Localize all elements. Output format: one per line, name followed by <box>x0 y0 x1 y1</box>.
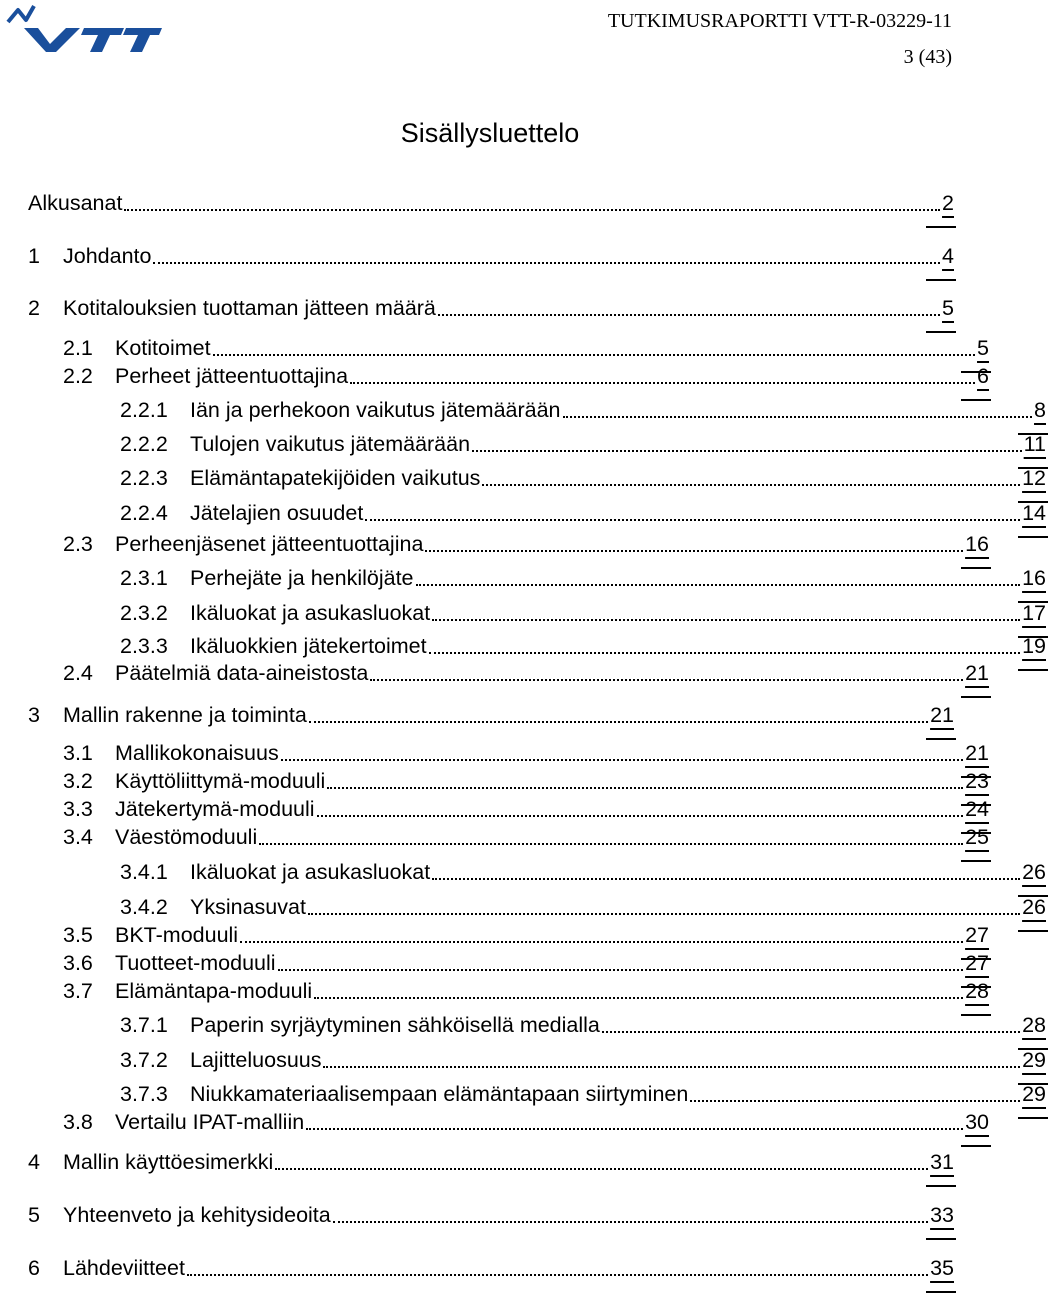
toc-entry-label: Mallikokonaisuus <box>115 741 279 765</box>
toc-entry-number: 5 <box>28 1203 40 1227</box>
toc-entry-number: 2.3.2 <box>120 601 168 625</box>
dot-leader <box>314 996 963 999</box>
toc-entry-label: Päätelmiä data-aineistosta <box>115 661 369 685</box>
toc-entry-number: 2 <box>28 296 40 320</box>
toc-entry-number: 3.6 <box>63 951 93 975</box>
toc-entry-label: Käyttöliittymä-moduuli <box>115 769 326 793</box>
dot-leader <box>365 518 1020 521</box>
toc-entry[interactable] <box>28 496 1046 526</box>
dot-leader <box>425 549 963 552</box>
toc-entry-label: Mallin käyttöesimerkki <box>63 1150 274 1174</box>
dot-leader <box>690 1099 1020 1102</box>
toc-entry-number: 3.8 <box>63 1110 93 1134</box>
toc-entry-page[interactable]: 5 <box>977 336 989 360</box>
toc-entry-page[interactable]: 14 <box>1022 501 1046 525</box>
toc-entry[interactable] <box>28 656 989 686</box>
toc-entry-page[interactable]: 4 <box>942 244 954 268</box>
toc-entry-page[interactable]: 27 <box>965 951 989 975</box>
toc-entry-page[interactable]: 35 <box>930 1256 954 1280</box>
toc-entry-label: Niukkamateriaalisempaan elämäntapaan siirtyminen <box>190 1082 689 1106</box>
toc-entry-page[interactable]: 29 <box>1022 1082 1046 1106</box>
toc-entry-number: 2.2.4 <box>120 501 168 525</box>
toc-entry[interactable] <box>28 764 989 794</box>
toc-entry-page[interactable]: 28 <box>1022 1013 1046 1037</box>
toc-entry-number: 2.3.3 <box>120 634 168 658</box>
toc-entry[interactable] <box>28 1251 954 1281</box>
toc-entry-number: 3.2 <box>63 769 93 793</box>
toc-entry-number: 3.7.2 <box>120 1048 168 1072</box>
toc-entry-page[interactable]: 11 <box>1023 432 1046 456</box>
toc-entry[interactable] <box>28 239 954 269</box>
toc-entry-page[interactable]: 23 <box>965 769 989 793</box>
toc-entry-page[interactable]: 5 <box>942 296 954 320</box>
dot-leader <box>472 449 1022 452</box>
dot-leader <box>563 415 1033 418</box>
toc-entry[interactable] <box>28 427 1046 457</box>
toc-entry-page[interactable]: 16 <box>965 532 989 556</box>
toc-entry-number: 2.3 <box>63 532 93 556</box>
toc-entry[interactable] <box>28 1008 1046 1038</box>
page-number: 3 (43) <box>903 46 952 68</box>
toc-entry[interactable] <box>28 820 989 850</box>
toc-entry-number: 2.2.3 <box>120 466 168 490</box>
toc-entry-label: Paperin syrjäytyminen sähköisellä medialla <box>190 1013 600 1037</box>
toc-entry[interactable] <box>28 855 1046 885</box>
toc-entry[interactable] <box>28 596 1046 626</box>
toc-entry-label: Kotitalouksien tuottaman jätteen määrä <box>63 296 436 320</box>
toc-entry-number: 2.2.2 <box>120 432 168 456</box>
toc-entry[interactable] <box>28 629 1046 659</box>
toc-entry[interactable] <box>28 561 1046 591</box>
toc-entry-number: 2.2.1 <box>120 398 168 422</box>
toc-entry-number: 3.7 <box>63 979 93 1003</box>
toc-entry-page[interactable]: 8 <box>1034 398 1046 422</box>
toc-entry-number: 1 <box>28 244 40 268</box>
toc-entry-label: Mallin rakenne ja toiminta <box>63 703 307 727</box>
toc-entry-number: 3.4.2 <box>120 895 168 919</box>
toc-entry-number: 2.4 <box>63 661 93 685</box>
vtt-logo <box>4 2 164 56</box>
toc-entry-page[interactable]: 27 <box>965 923 989 947</box>
toc-entry-label: Jätekertymä-moduuli <box>115 797 315 821</box>
toc-entry[interactable] <box>28 1043 1046 1073</box>
dot-leader <box>317 814 964 817</box>
dot-leader <box>259 842 963 845</box>
dot-leader <box>327 786 963 789</box>
toc-entry-label: Elämäntapatekijöiden vaikutus <box>190 466 481 490</box>
toc-entry-page[interactable]: 21 <box>965 661 989 685</box>
dot-leader <box>333 1220 928 1223</box>
dot-leader <box>416 583 1021 586</box>
toc-entry-number: 3.4.1 <box>120 860 168 884</box>
dot-leader <box>187 1273 928 1276</box>
toc-entry-page[interactable]: 21 <box>930 703 954 727</box>
dot-leader <box>438 313 940 316</box>
toc-entry[interactable] <box>28 331 989 361</box>
toc-entry-number: 3.4 <box>63 825 93 849</box>
toc-entry[interactable] <box>28 291 954 321</box>
toc-entry[interactable] <box>28 527 989 557</box>
toc-entry-label: Perheenjäsenet jätteentuottajina <box>115 532 424 556</box>
toc-entry-page[interactable]: 26 <box>1022 860 1046 884</box>
toc-entry-label: Perheet jätteentuottajina <box>115 364 349 388</box>
toc-entry-page[interactable]: 17 <box>1022 601 1046 625</box>
toc-entry-label: Yhteenveto ja kehitysideoita <box>63 1203 331 1227</box>
dot-leader <box>323 1065 1020 1068</box>
dot-leader <box>308 912 1020 915</box>
toc-entry[interactable] <box>28 918 989 948</box>
toc-entry-label: Yksinasuvat <box>190 895 306 919</box>
dot-leader <box>124 208 940 211</box>
toc-entry-page[interactable]: 6 <box>977 364 989 388</box>
toc-entry-label: Ikäluokkien jätekertoimet <box>190 634 427 658</box>
toc-entry-page[interactable]: 19 <box>1022 634 1046 658</box>
toc-entry-page[interactable]: 25 <box>965 825 989 849</box>
toc-entry-label: Ikäluokat ja asukasluokat <box>190 601 431 625</box>
dot-leader <box>306 1127 963 1130</box>
toc-entry-label: Iän ja perhekoon vaikutus jätemäärään <box>190 398 561 422</box>
toc-entry-label: Kotitoimet <box>115 336 211 360</box>
toc-entry-label: Perhejäte ja henkilöjäte <box>190 566 414 590</box>
toc-entry-page[interactable]: 28 <box>965 979 989 1003</box>
dot-leader <box>482 483 1020 486</box>
toc-entry[interactable] <box>28 736 989 766</box>
dot-leader <box>602 1030 1020 1033</box>
toc-entry-page[interactable]: 2 <box>942 191 954 215</box>
toc-entry-label: BKT-moduuli <box>115 923 239 947</box>
toc-entry-label: Väestömoduuli <box>115 825 258 849</box>
toc-entry[interactable] <box>28 461 1046 491</box>
toc-entry-label: Johdanto <box>63 244 152 268</box>
dot-leader <box>370 678 963 681</box>
toc-entry-label: Tuotteet-moduuli <box>115 951 276 975</box>
toc-entry-page[interactable]: 33 <box>930 1203 954 1227</box>
toc-entry-label: Elämäntapa-moduuli <box>115 979 313 1003</box>
toc-entry-label: Ikäluokat ja asukasluokat <box>190 860 431 884</box>
toc-entry[interactable] <box>28 974 989 1004</box>
toc-entry-number: 3.1 <box>63 741 93 765</box>
toc-entry[interactable] <box>28 393 1046 423</box>
toc-entry-page[interactable]: 12 <box>1022 466 1046 490</box>
toc-entry-label: Lähdeviitteet <box>63 1256 185 1280</box>
dot-leader <box>153 261 940 264</box>
toc-entry-page[interactable]: 26 <box>1022 895 1046 919</box>
toc-entry[interactable] <box>28 1077 1046 1107</box>
dot-leader <box>350 381 975 384</box>
toc-entry-number: 2.3.1 <box>120 566 168 590</box>
toc-entry-number: 3 <box>28 703 40 727</box>
toc-entry-label: Jätelajien osuudet <box>190 501 364 525</box>
toc-entry[interactable] <box>28 186 954 216</box>
toc-entry[interactable] <box>28 1198 954 1228</box>
toc-entry[interactable] <box>28 1145 954 1175</box>
toc-entry[interactable] <box>28 792 989 822</box>
toc-entry-label: Alkusanat <box>28 191 123 215</box>
toc-entry-label: Lajitteluosuus <box>190 1048 322 1072</box>
toc-entry-page[interactable]: 31 <box>930 1150 954 1174</box>
dot-leader <box>213 353 975 356</box>
dot-leader <box>432 618 1020 621</box>
toc-entry-page[interactable]: 16 <box>1022 566 1046 590</box>
dot-leader <box>429 651 1020 654</box>
toc-entry-page[interactable]: 21 <box>965 741 989 765</box>
toc-entry-number: 3.5 <box>63 923 93 947</box>
dot-leader <box>432 877 1020 880</box>
page-title: Sisällysluettelo <box>400 118 580 148</box>
report-code: TUTKIMUSRAPORTTI VTT-R-03229-11 <box>607 10 952 32</box>
toc-entry-number: 3.7.1 <box>120 1013 168 1037</box>
dot-leader <box>240 940 963 943</box>
toc-entry[interactable] <box>28 890 1046 920</box>
toc-entry-page[interactable]: 24 <box>965 797 989 821</box>
toc-entry[interactable] <box>28 359 989 389</box>
toc-entry-number: 3.3 <box>63 797 93 821</box>
dot-leader <box>278 968 964 971</box>
toc-entry-number: 6 <box>28 1256 40 1280</box>
toc-entry-page[interactable]: 29 <box>1022 1048 1046 1072</box>
toc-entry-page[interactable]: 30 <box>965 1110 989 1134</box>
toc-entry-number: 4 <box>28 1150 40 1174</box>
toc-entry[interactable] <box>28 946 989 976</box>
dot-leader <box>309 720 928 723</box>
toc-entry-number: 2.1 <box>63 336 93 360</box>
toc-entry-number: 2.2 <box>63 364 93 388</box>
dot-leader <box>275 1167 928 1170</box>
toc-entry-number: 3.7.3 <box>120 1082 168 1106</box>
toc-entry-label: Vertailu IPAT-malliin <box>115 1110 305 1134</box>
toc-entry-label: Tulojen vaikutus jätemäärään <box>190 432 471 456</box>
toc-entry[interactable] <box>28 698 954 728</box>
toc-entry[interactable] <box>28 1105 989 1135</box>
dot-leader <box>281 758 963 761</box>
